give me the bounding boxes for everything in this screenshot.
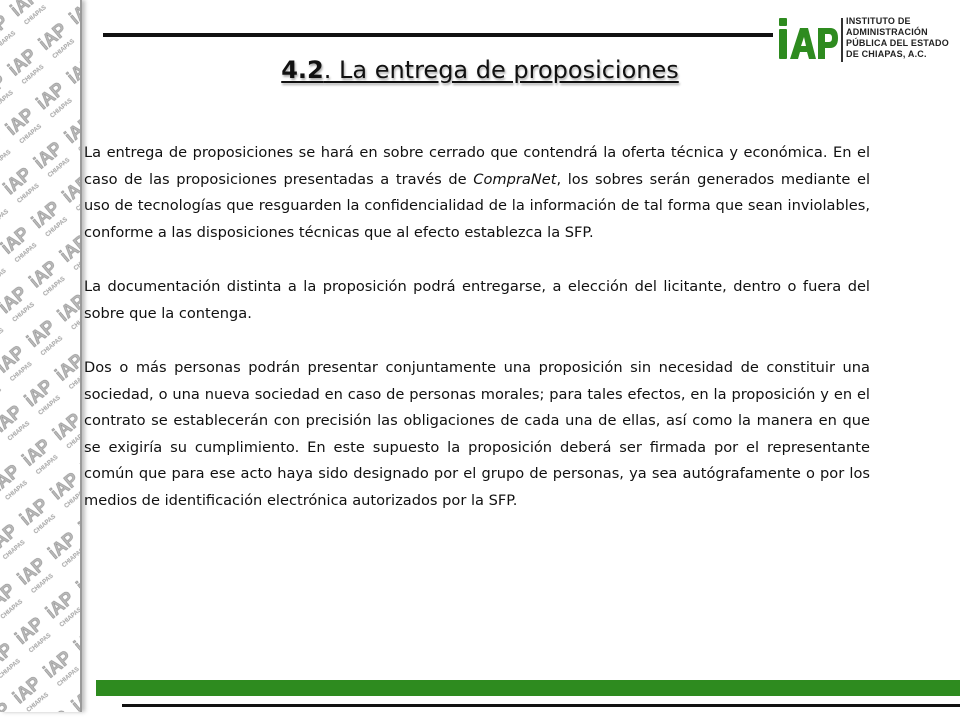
paragraph-1-part-b: , los sobres serán generados mediante el uso de tecnologías que resguarden la confidencialidad de la información de tal forma que sean inviolables, conforme a las disposiciones técnicas que al efecto establezca la SFP. [84,170,870,241]
section-number: 4.2 [281,56,324,84]
paragraph-3: Dos o más personas podrán presentar conjuntamente una proposición sin necesidad de constituir una sociedad, o una nueva sociedad en caso de personas morales; para tales efectos, en la proposición y en el contrato se establecerán con precisión las obligaciones de cada una de ellas, así como la manera en que se exigiría su cumplimiento. En este supuesto la proposición deberá ser firmada por el representante común que para ese acto haya sido designado por el grupo de personas, ya sea autógrafamente o por los medios de identificación electrónica autorizados por la SFP. [84,359,870,509]
logo-institution-name [846,16,960,60]
paragraph-1-part-a: La entrega de proposiciones se hará en sobre cerrado que contendrá la oferta técnica y económica. En el caso de las proposiciones presentadas a través de [84,144,870,188]
logo-line-4: DE CHIAPAS, A.C. [846,49,927,59]
section-title-text: . La entrega de proposiciones [323,56,679,84]
logo-line-3: PÚBLICA DEL ESTADO [846,38,949,48]
watermark-pattern [0,0,80,712]
footer-green-bar [96,680,960,696]
document-body [84,140,870,542]
logo-line-2: ADMINISTRACIÓN [846,27,928,37]
compranet-term: CompraNet [473,170,557,188]
paragraph-2: La documentación distinta a la proposición podrá entregarse, a elección del licitante, dentro o fuera del sobre que la contenga. [84,278,870,322]
decorative-side-strip [0,0,82,712]
paragraph-1 [84,140,870,246]
logo-line-1: INSTITUTO DE [846,16,911,26]
footer-black-rule [122,704,960,707]
header-rule [103,33,773,37]
page-title [0,56,960,84]
